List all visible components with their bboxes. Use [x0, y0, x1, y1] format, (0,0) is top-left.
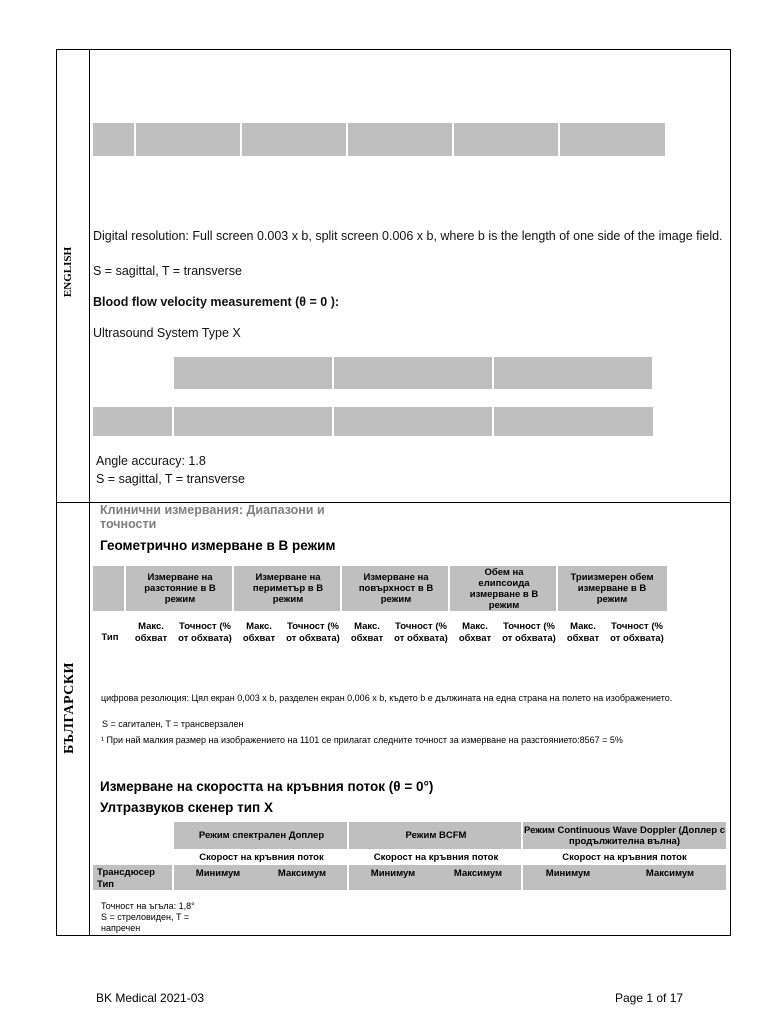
flow-max-1: Максимум: [277, 868, 327, 879]
flow-velocity-3: Скорост на кръвния поток: [562, 852, 687, 863]
side-label-bulgarian: БЪЛГАРСКИ: [62, 662, 77, 754]
bg-geometric-heading: Геометрично измерване в B режим: [100, 538, 336, 553]
geo-accuracy-1: Точност (% от обхвата): [178, 621, 232, 644]
bg-footnote: ¹ При най малкия размер на изображението на 1101 се прилагат следните точност за измерване на разстоянието:8567 = 5%: [101, 735, 623, 745]
flow-min-2: Минимум: [370, 868, 416, 879]
flow-min-1: Минимум: [195, 868, 241, 879]
footer-page-number: Page 1 of 17: [615, 991, 684, 1005]
geo-accuracy-5: Точност (% от обхвата): [610, 621, 664, 644]
bg-sagittal-transverse: S = сагитален, T = трансверзален: [102, 719, 244, 729]
flow-mode-cw: Режим Continuous Wave Doppler (Доплер с продължителна вълна): [523, 824, 726, 847]
side-label-english: ENGLISH: [62, 246, 74, 298]
geo-header-ellipsoid: Обем на елипсоида измерване в B режим: [469, 566, 539, 611]
english-sagittal-transverse: S = sagittal, T = transverse: [93, 264, 242, 278]
flow-velocity-2: Скорост на кръвния поток: [373, 852, 499, 863]
flow-max-2: Максимум: [453, 868, 503, 879]
flow-mode-bcfm: Режим BCFM: [405, 830, 467, 841]
geo-header-distance: Измерване на разстояние в B режим: [144, 572, 216, 605]
geo-header-3d-volume: Триизмерен обем измерване в B режим: [570, 572, 654, 605]
flow-min-3: Минимум: [545, 868, 591, 879]
bg-blood-flow-heading: Измерване на скоростта на кръвния поток (θ = 0°): [100, 779, 434, 794]
bg-digital-resolution: цифрова резолюция: Цял екран 0,003 x b, разделен екран 0,006 x b, където b е дължината на една страна на полето на изображението.: [101, 693, 673, 703]
footer-left: BK Medical 2021-03: [96, 991, 205, 1005]
geo-accuracy-2: Точност (% от обхвата): [286, 621, 340, 644]
geo-max-range-2: Макс. обхват: [242, 621, 276, 644]
bg-clinical-heading: Клинични измервания: Диапазони и точности: [100, 503, 325, 531]
english-blood-flow-heading: Blood flow velocity measurement (θ = 0 ):: [93, 295, 340, 309]
geo-header-surface: Измерване на повърхност в B режим: [358, 572, 434, 605]
english-angle-accuracy: Angle accuracy: 1.8: [96, 454, 206, 468]
geo-header-perimeter: Измерване на периметър в B режим: [252, 572, 324, 605]
side-column-divider: [89, 49, 90, 936]
geo-max-range-1: Макс. обхват: [134, 621, 168, 644]
bg-ultrasound-type: Ултразвуков скенер тип X: [100, 800, 273, 815]
geo-type-label: Тип: [101, 632, 119, 643]
geo-max-range-5: Макс. обхват: [566, 621, 600, 644]
english-digital-resolution: Digital resolution: Full screen 0.003 x b, split screen 0.006 x b, where b is the length of one side of the image field.: [93, 229, 723, 243]
geo-accuracy-4: Точност (% от обхвата): [502, 621, 556, 644]
flow-velocity-1: Скорост на кръвния поток: [199, 852, 324, 863]
geo-max-range-4: Макс. обхват: [458, 621, 492, 644]
geo-accuracy-3: Точност (% от обхвата): [394, 621, 448, 644]
flow-max-3: Максимум: [645, 868, 695, 879]
flow-transducer-type: Трансдюсер Тип: [97, 867, 155, 890]
bg-angle-accuracy: Точност на ъгъла: 1,8°: [101, 901, 195, 911]
english-sagittal-transverse-2: S = sagittal, T = transverse: [96, 472, 245, 486]
english-ultrasound-type: Ultrasound System Type X: [93, 326, 241, 340]
geo-max-range-3: Макс. обхват: [350, 621, 384, 644]
bg-sagittal-transverse-2: S = стреловиден, T = напречен: [101, 912, 190, 933]
flow-mode-spectral: Режим спектрален Доплер: [198, 830, 325, 841]
